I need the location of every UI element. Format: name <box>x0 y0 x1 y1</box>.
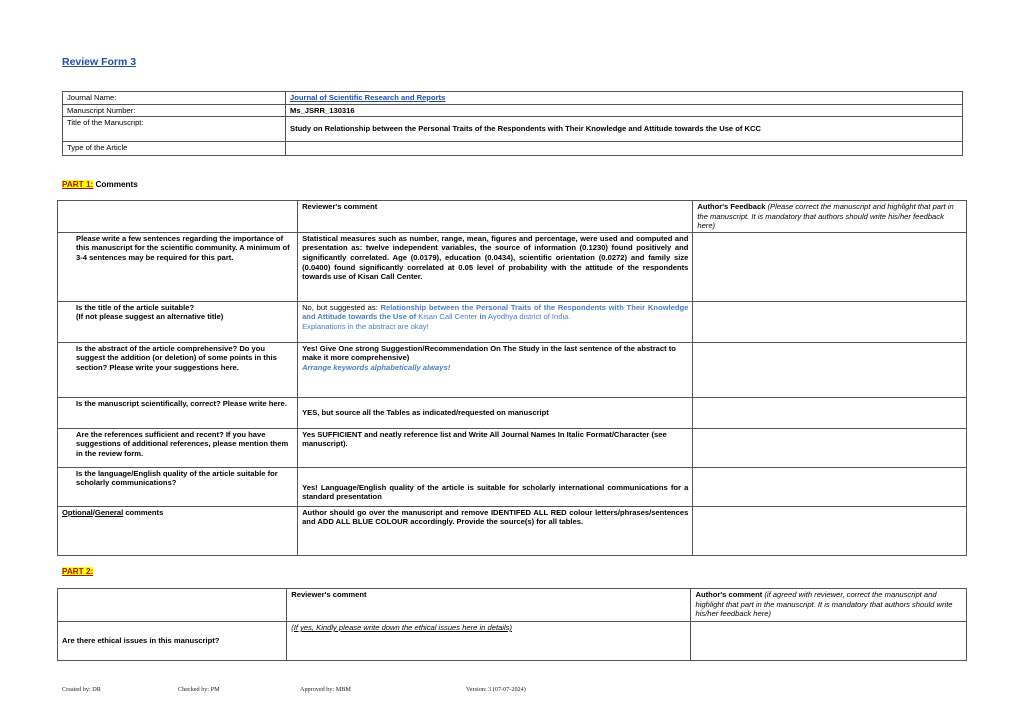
importance-feedback[interactable] <box>693 232 967 301</box>
article-type-label: Type of the Article <box>63 142 286 156</box>
importance-row <box>58 232 967 301</box>
language-row <box>58 467 967 506</box>
abstract-question: Is the abstract of the article comprehensive? Do you suggest the addition (or deletion) of some points in this section? Please write your suggestions here. <box>58 342 298 397</box>
journal-label: Journal Name: <box>63 92 286 105</box>
part1-header-author: Author's Feedback (Please correct the manuscript and highlight that part in the manuscript. It is mandatory that authors should write his/her feedback here) <box>693 201 967 233</box>
manuscript-title-label: Title of the Manuscript: <box>63 117 286 142</box>
ethics-comment: (If yes, Kindly please write down the ethical issues here in details) <box>287 622 691 661</box>
part2-header-blank <box>58 589 287 622</box>
title-suitable-feedback[interactable] <box>693 301 967 342</box>
optional-feedback[interactable] <box>693 506 967 555</box>
footer-created: Created by: DR <box>62 686 101 693</box>
journal-link[interactable]: Journal of Scientific Research and Reports <box>290 93 446 102</box>
manuscript-number-label: Manuscript Number: <box>63 104 286 117</box>
part2-header-reviewer: Reviewer's comment <box>287 589 691 622</box>
manuscript-number-value: Ms_JSRR_130316 <box>286 104 963 117</box>
scientific-question: Is the manuscript scientifically, correct? Please write here. <box>58 397 298 428</box>
title-suitable-comment: No, but suggested as: Relationship between the Personal Traits of the Respondents with Their Knowledge and Attitude towards the Use of Kisan Call Center in Ayodhya district of India. Explanations in the abstract are okay! <box>298 301 693 342</box>
references-question: Are the references sufficient and recent? If you have suggestions of additional references, please mention them in the review form. <box>58 428 298 467</box>
part2-label: PART 2: <box>62 567 94 576</box>
part1-header-blank <box>58 201 298 233</box>
article-type-row <box>63 142 963 156</box>
footer-checked: Checked by: PM <box>178 686 220 693</box>
part1-header-reviewer: Reviewer's comment <box>298 201 693 233</box>
importance-question: Please write a few sentences regarding the importance of this manuscript for the scientific community. A minimum of 3-4 sentences may be required for this part. <box>58 232 298 301</box>
importance-comment: Statistical measures such as number, range, mean, figures and percentage, were used and computed and presentation as: twelve independent variables, the source of information (0.1230) found positively and significantly correlated. Age (0.0179), education (0.0434), scientific orientation (0.0272) and family size (0.0400) found significantly correlated at 0.05 level of probability with the attitude of the respondents towards use of Kisan Call Center. <box>298 232 693 301</box>
title-suitable-row <box>58 301 967 342</box>
part2-ethics-table <box>57 588 967 661</box>
scientific-feedback[interactable] <box>693 397 967 428</box>
part1-header-row <box>58 201 967 233</box>
language-comment: Yes! Language/English quality of the article is suitable for scholarly international communications for a standard presentation <box>298 467 693 506</box>
optional-row <box>58 506 967 555</box>
ethics-feedback[interactable] <box>691 622 967 661</box>
abstract-comment: Yes! Give One strong Suggestion/Recommendation On The Study in the last sentence of the abstract to make it more comprehensive) Arrange keywords alphabetically always! <box>298 342 693 397</box>
ethics-question: Are there ethical issues in this manuscript? <box>58 622 287 661</box>
scientific-row <box>58 397 967 428</box>
part1-comments-table <box>57 200 967 556</box>
manuscript-info-table <box>62 91 963 156</box>
article-type-value[interactable] <box>286 142 963 156</box>
part2-header-author: Author's comment (if agreed with reviewer, correct the manuscript and highlight that part in the manuscript. It is mandatory that authors should write his/her feedback here) <box>691 589 967 622</box>
part2-header-row <box>58 589 967 622</box>
language-feedback[interactable] <box>693 467 967 506</box>
language-question: Is the language/English quality of the article suitable for scholarly communications? <box>58 467 298 506</box>
part1-label: PART 1: Comments <box>62 180 138 189</box>
ethics-row <box>58 622 967 661</box>
journal-row <box>63 92 963 105</box>
references-row <box>58 428 967 467</box>
title-suitable-question: Is the title of the article suitable? (If not please suggest an alternative title) <box>58 301 298 342</box>
footer-approved: Approved by: MBM <box>300 686 351 693</box>
abstract-feedback[interactable] <box>693 342 967 397</box>
form-title: Review Form 3 <box>62 56 137 68</box>
manuscript-title-value: Study on Relationship between the Personal Traits of the Respondents with Their Knowledge and Attitude towards the Use of KCC <box>286 117 963 142</box>
references-comment: Yes SUFFICIENT and neatly reference list and Write All Journal Names In Italic Format/Character (see manuscript). <box>298 428 693 467</box>
references-feedback[interactable] <box>693 428 967 467</box>
abstract-row <box>58 342 967 397</box>
scientific-comment: YES, but source all the Tables as indicated/requested on manuscript <box>298 397 693 428</box>
optional-comment: Author should go over the manuscript and remove IDENTIFED ALL RED colour letters/phrases/sentences and ADD ALL BLUE COLOUR accordingly. Provide the source(s) for all tables. <box>298 506 693 555</box>
manuscript-number-row <box>63 104 963 117</box>
manuscript-title-row <box>63 117 963 142</box>
optional-general-label: Optional/General comments <box>58 506 298 555</box>
footer-version: Version: 3 (07-07-2024) <box>466 686 526 693</box>
